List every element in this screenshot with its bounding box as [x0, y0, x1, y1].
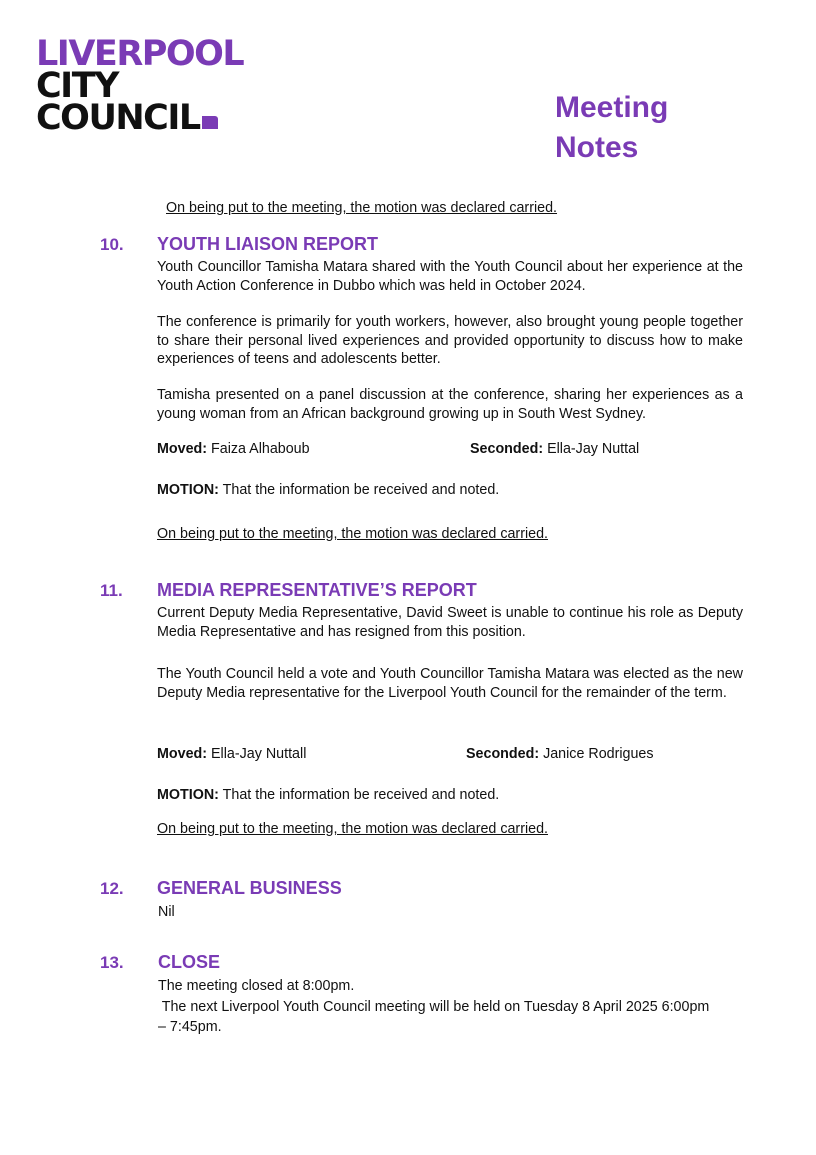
section-10-motion-value: That the information be received and noted.: [218, 482, 500, 498]
section-10-heading: YOUTH LIAISON REPORT: [157, 234, 379, 254]
section-10-paragraph-3: Tamisha presented on a panel discussion at the conference, sharing her experiences as a young woman from an African background growing up in South West Sydney.: [157, 387, 743, 422]
section-11-heading: MEDIA REPRESENTATIVE’S REPORT: [157, 580, 477, 600]
section-11-motion-label: MOTION:: [157, 787, 219, 803]
section-11-motion-value: That the information be received and noted.: [218, 787, 500, 803]
section-13-line-3: – 7:45pm.: [158, 1019, 222, 1035]
section-10-paragraph-2: The conference is primarily for youth workers, however, also brought young people together to share their personal lived experiences and provided opportunity to discuss how to make experiences of teens and adolescents better.: [157, 314, 743, 367]
logo-line-council: [36, 98, 243, 138]
section-10-seconded-label: Seconded:: [470, 441, 544, 457]
section-12-heading: GENERAL BUSINESS: [157, 878, 342, 898]
intro-carried-note: On being put to the meeting, the motion was declared carried.: [166, 200, 558, 216]
section-10-number: 10.: [100, 235, 124, 254]
section-11-paragraph-2: The Youth Council held a vote and Youth Councillor Tamisha Matara was elected as the new Deputy Media representative for the Liverpool Youth Council for the remainder of the term.: [157, 666, 743, 701]
section-10-motion-label: MOTION:: [157, 482, 219, 498]
logo-mark-icon: [202, 116, 218, 129]
section-10-moved: [157, 440, 310, 458]
logo-line-liverpool: LIVERPOOL: [36, 34, 244, 74]
section-13-heading: CLOSE: [158, 952, 221, 972]
section-10-moved-value: Faiza Alhaboub: [207, 441, 310, 457]
section-11-number: 11.: [100, 581, 123, 600]
section-13-line-2: The next Liverpool Youth Council meeting will be held on Tuesday 8 April 2025 6:00pm: [158, 999, 710, 1015]
section-10-carried-note: On being put to the meeting, the motion was declared carried.: [157, 526, 549, 542]
section-11-seconded-value: Janice Rodrigues: [539, 746, 654, 762]
document-title-line1: Meeting: [555, 91, 669, 124]
section-12-number: 12.: [100, 879, 124, 898]
section-10-moved-label: Moved:: [157, 441, 208, 457]
section-11-moved-label: Moved:: [157, 746, 208, 762]
council-logo: [36, 34, 244, 138]
section-10-paragraph-1: Youth Councillor Tamisha Matara shared with the Youth Council about her experience at the Youth Action Conference in Dubbo which was held in October 2024.: [157, 259, 743, 294]
section-10-seconded: [470, 440, 639, 458]
section-10-seconded-value: Ella-Jay Nuttal: [543, 441, 640, 457]
section-11-seconded-label: Seconded:: [466, 746, 540, 762]
section-11-motion: [157, 786, 499, 804]
section-11-moved-value: Ella-Jay Nuttall: [207, 746, 307, 762]
section-12-body: Nil: [158, 904, 175, 920]
document-title-line2: Notes: [555, 131, 639, 164]
section-11-seconded: [466, 745, 654, 763]
logo-line-council-text: COUNCIL: [36, 98, 200, 138]
logo-line-city: CITY: [36, 66, 118, 106]
document-title: [555, 88, 755, 168]
section-11-moved: [157, 745, 306, 763]
section-13-number: 13.: [100, 953, 124, 972]
section-11-paragraph-1: Current Deputy Media Representative, David Sweet is unable to continue his role as Deputy Media Representative and has resigned from this position.: [157, 605, 743, 640]
section-13-line-1: The meeting closed at 8:00pm.: [158, 978, 355, 994]
section-10-motion: [157, 481, 499, 499]
section-11-carried-note: On being put to the meeting, the motion was declared carried.: [157, 821, 549, 837]
